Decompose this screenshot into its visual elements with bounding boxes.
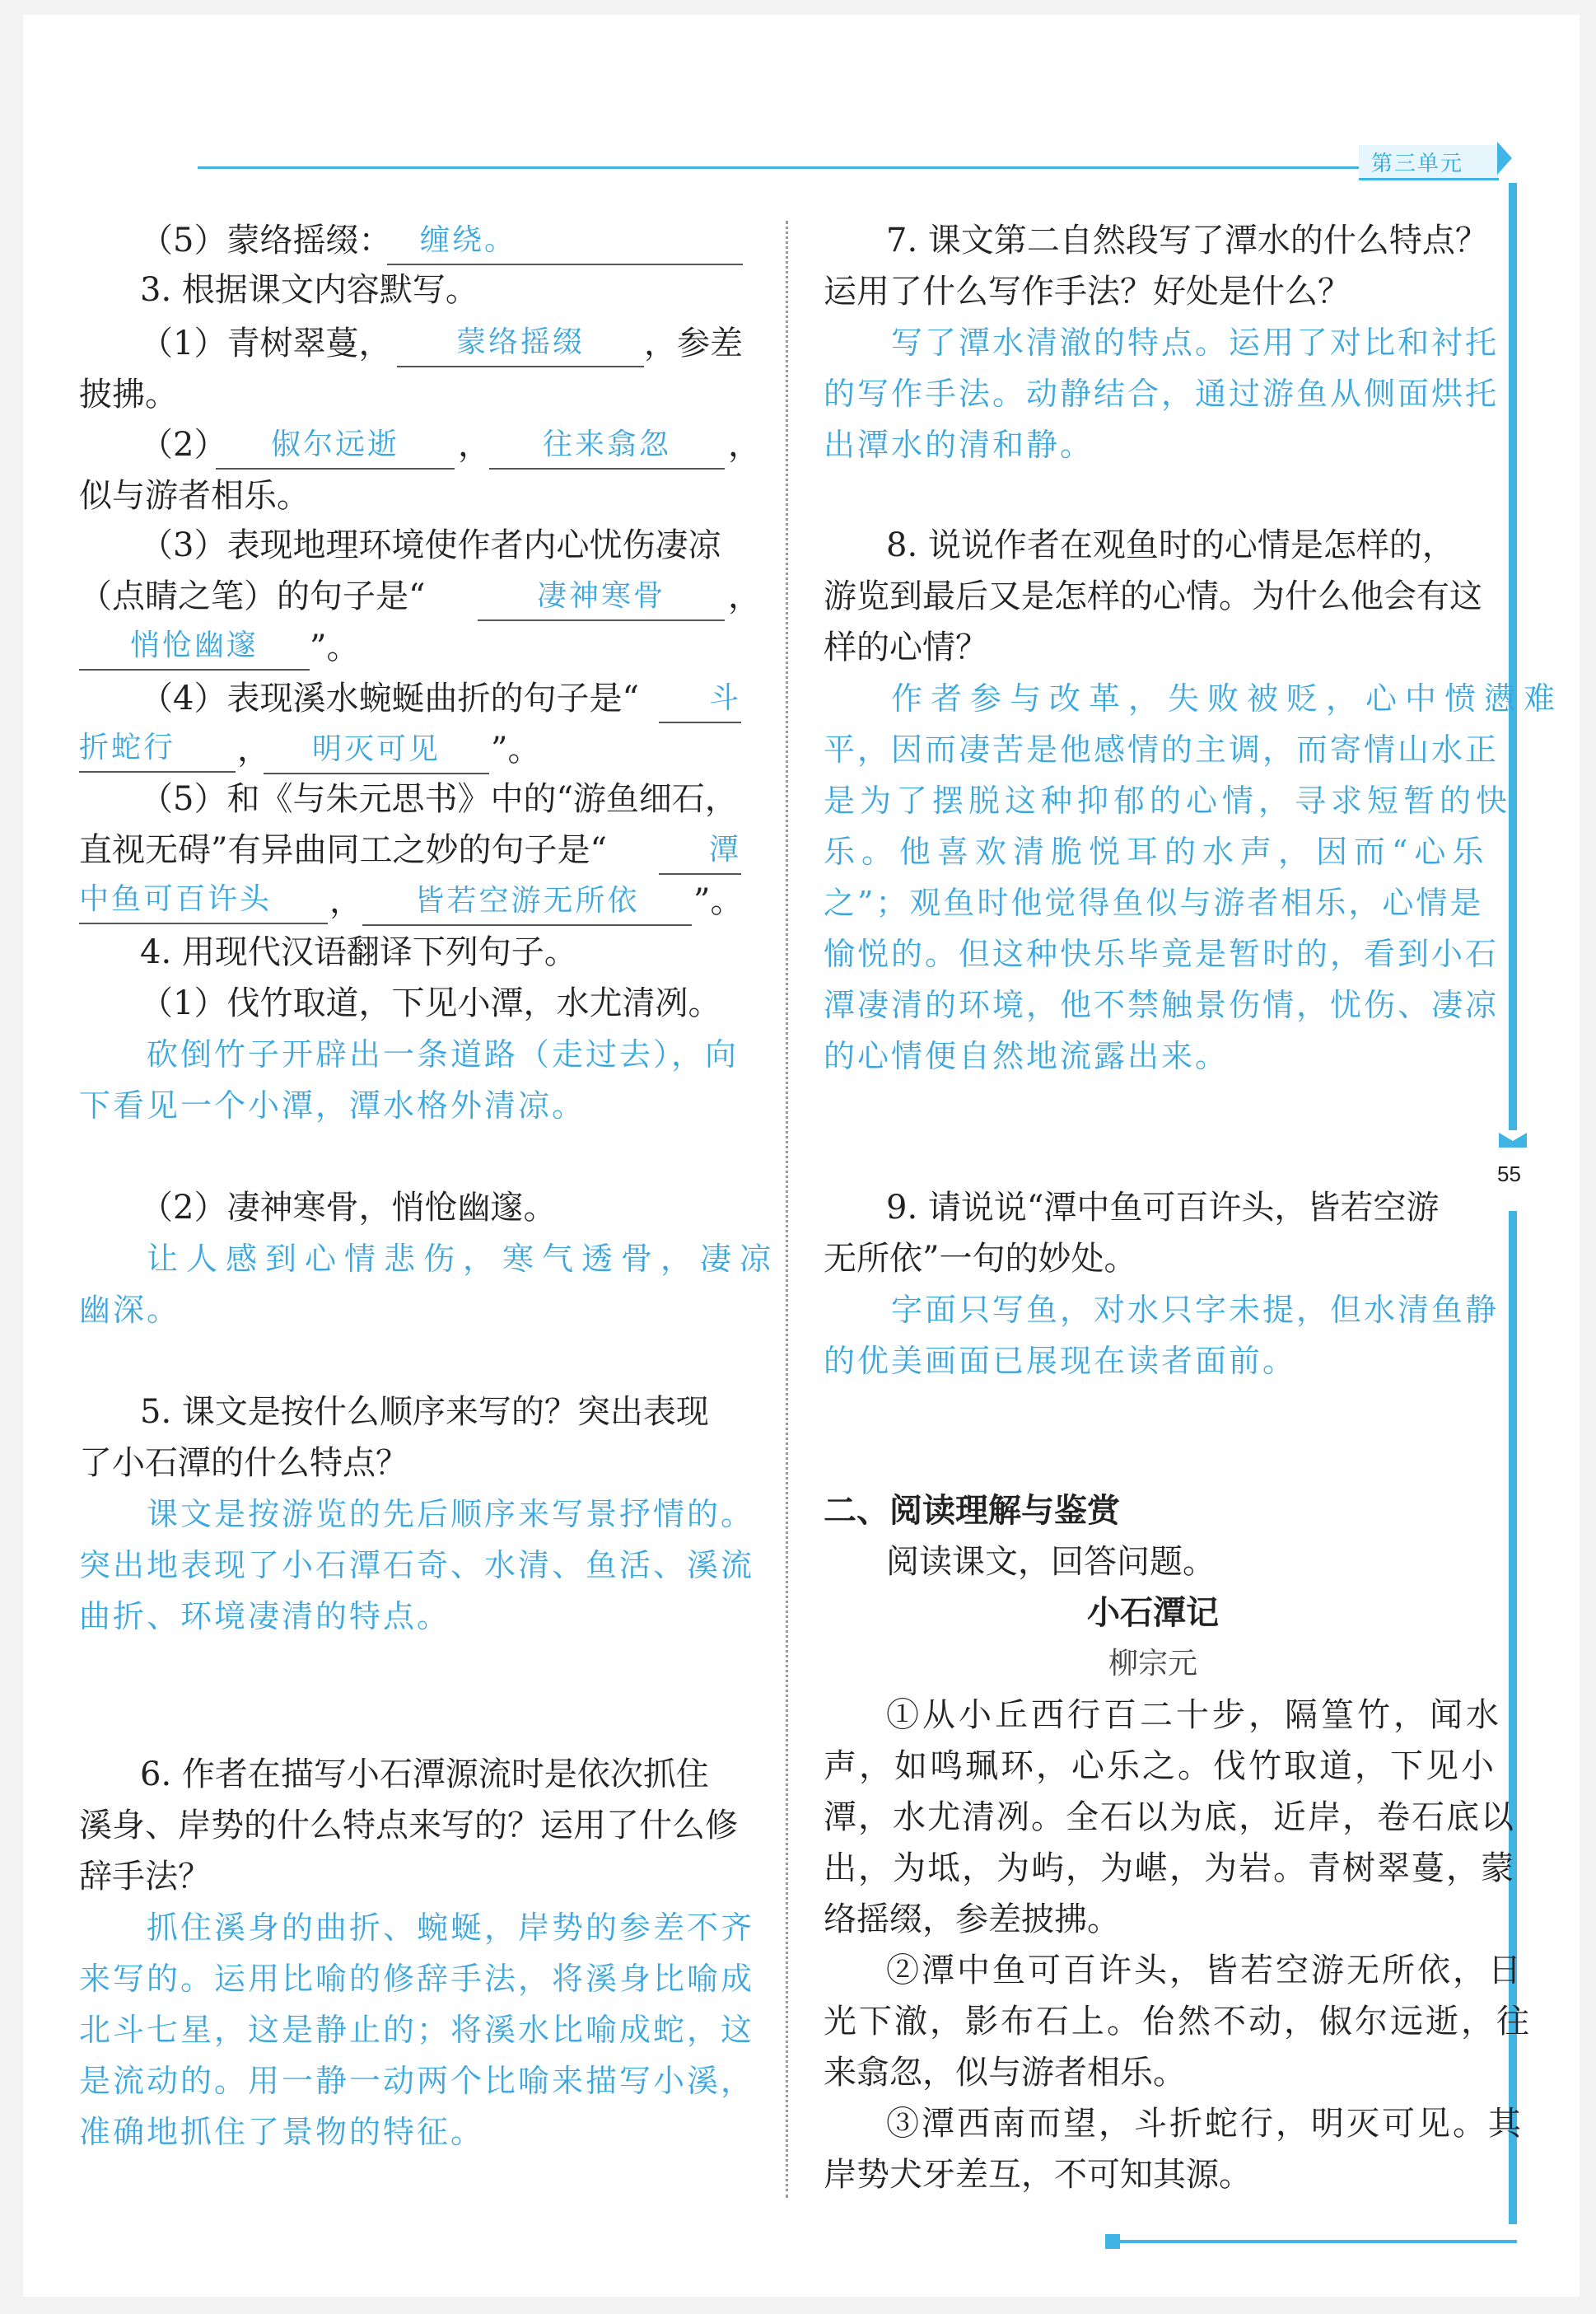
q7-answer-line: 出潭水的清和静。: [824, 427, 1094, 463]
q2-5-answer: 缠绕。: [420, 223, 517, 257]
q3-5-answer-1b: 中鱼可百许头: [79, 882, 273, 916]
q4-title: 4. 用现代汉语翻译下列句子。: [140, 933, 577, 971]
q3-3-end: ”。: [310, 629, 360, 666]
q6-answer-line: 来写的。运用比喻的修辞手法，将溪身比喻成: [79, 1961, 755, 1997]
q3-3-answer-2: 悄怆幽邃: [129, 629, 259, 662]
q5-answer-line: 突出地表现了小石潭石奇、水清、鱼活、溪流: [79, 1547, 755, 1583]
q8-question-line: 游览到最后又是怎样的心情。为什么他会有这: [824, 577, 1482, 615]
passage-p2-line: ②潭中鱼可百许头，皆若空游无所依，日: [886, 1952, 1524, 1989]
q3-4-end: ”。: [491, 731, 541, 769]
q5-question-line: 了小石潭的什么特点？: [79, 1444, 408, 1482]
q7-answer-line: 写了潭水清澈的特点。运用了对比和衬托: [891, 325, 1500, 361]
q4-2-sentence: （2）凄神寒骨，悄怆幽邃。: [140, 1189, 557, 1227]
q3-2-blank-2: [489, 422, 725, 470]
q3-5-blank-2: [362, 878, 692, 926]
q7-answer-line: 的写作手法。动静结合，通过游鱼从侧面烘托: [824, 376, 1500, 412]
q3-2-answer-1: 俶尔远逝: [270, 428, 399, 461]
q3-2-end: ，: [728, 426, 761, 464]
q8-answer-line: 作者参与改革，失败被贬，心中愤懑难: [891, 680, 1564, 717]
q3-3-b: （点睛之笔）的句子是“: [79, 577, 426, 615]
q3-1-c: 披拂。: [79, 376, 178, 414]
text-title: 小石潭记: [1087, 1594, 1219, 1632]
q3-3-blank-2: [79, 623, 310, 671]
side-bar-bottom: [1509, 1211, 1517, 2224]
q7-question-line: 运用了什么写作手法？好处是什么？: [824, 273, 1351, 311]
q3-4-blank-2: [264, 727, 489, 774]
q3-4-answer-1a: 斗: [708, 681, 741, 715]
q7-question-line: 7. 课文第二自然段写了潭水的什么特点？: [886, 222, 1488, 259]
footer-square-icon: [1105, 2234, 1120, 2249]
header-arrow-icon: [1497, 142, 1512, 175]
q6-answer-line: 是流动的。用一静一动两个比喻来描写小溪，: [79, 2063, 755, 2099]
passage-p1-line: 潭，水尤清冽。全石以为底，近岸，卷石底以: [824, 1798, 1515, 1836]
passage-p3-line: ③潭西南而望，斗折蛇行，明灭可见。其: [886, 2105, 1524, 2143]
q2-5-label: （5）蒙络摇缀：: [140, 222, 392, 259]
q3-2-c: 似与游者相乐。: [79, 477, 310, 515]
q4-2-answer-line: 幽深。: [79, 1292, 181, 1328]
q3-1-blank: [397, 320, 644, 367]
q3-2-answer-2: 往来翕忽: [542, 428, 671, 461]
q3-5-answer-1a: 潭: [708, 833, 741, 867]
page-number: 55: [1497, 1162, 1521, 1186]
q3-4-a: （4）表现溪水蜿蜒曲折的句子是“: [140, 680, 639, 718]
q3-4-answer-2: 明灭可见: [311, 732, 441, 766]
q3-5-end: ”。: [693, 882, 744, 920]
q6-answer-line: 北斗七星，这是静止的；将溪水比喻成蛇，这: [79, 2012, 755, 2048]
passage-p3-line: 岸势犬牙差互，不可知其源。: [824, 2156, 1252, 2194]
q8-answer-line: 潭凄清的环境，他不禁触景伤情，忧伤、凄凉: [824, 987, 1500, 1023]
q9-question-line: 9. 请说说“潭中鱼可百许头，皆若空游: [886, 1189, 1440, 1227]
q3-1-answer: 蒙络摇缀: [455, 325, 585, 359]
q9-answer-line: 字面只写鱼，对水只字未提，但水清鱼静: [891, 1292, 1500, 1328]
q8-answer-line: 愉悦的。但这种快乐毕竟是暂时的，看到小石: [824, 936, 1500, 972]
unit-label: 第三单元: [1371, 152, 1464, 176]
q3-4-blank-1b: [79, 725, 236, 773]
q3-3-blank-1: [478, 573, 725, 621]
q4-2-answer-line: 让人感到心情悲伤，寒气透骨，凄凉: [147, 1241, 780, 1277]
q3-5-blank-1b: [79, 877, 328, 924]
q3-5-blank-1a: [659, 827, 741, 875]
q3-3-a: （3）表现地理环境使作者内心忧伤凄凉: [140, 526, 721, 564]
q3-5-answer-2: 皆若空游无所依: [414, 884, 640, 918]
q3-2-a: （2）: [140, 426, 227, 464]
passage-p1-line: 络摇缀，参差披拂。: [824, 1900, 1120, 1938]
column-divider: [786, 221, 788, 2198]
q3-5-a: （5）和《与朱元思书》中的“游鱼细石，: [140, 780, 738, 818]
text-author: 柳宗元: [1108, 1647, 1197, 1681]
q8-question-line: 8. 说说作者在观鱼时的心情是怎样的，: [886, 526, 1455, 564]
q4-1-answer-line: 砍倒竹子开辟出一条道路（走过去），向: [147, 1036, 740, 1073]
passage-p1-line: 声，如鸣珮环，心乐之。伐竹取道，下见小: [824, 1747, 1496, 1785]
q9-answer-line: 的优美画面已展现在读者面前。: [824, 1343, 1297, 1379]
passage-p2-line: 光下澈，影布石上。佁然不动，俶尔远逝，往: [824, 2003, 1532, 2041]
passage-p1-line: 出，为坻，为屿，为嵁，为岩。青树翠蔓，蒙: [824, 1849, 1515, 1887]
reading-instruction: 阅读课文，回答问题。: [886, 1543, 1216, 1581]
footer-rule: [1120, 2240, 1517, 2243]
q8-question-line: 样的心情？: [824, 629, 988, 666]
q3-3-b-end: ，: [728, 577, 761, 615]
q4-1-sentence: （1）伐竹取道，下见小潭，水尤清冽。: [140, 984, 721, 1022]
q8-answer-line: 平，因而凄苦是他感情的主调，而寄情山水正: [824, 732, 1500, 768]
passage-p1-line: ①从小丘西行百二十步，隔篁竹，闻水: [886, 1696, 1502, 1734]
q6-question-line: 辞手法？: [79, 1858, 211, 1896]
q3-title: 3. 根据课文内容默写。: [140, 271, 478, 309]
q4-1-answer-line: 下看见一个小潭，潭水格外清凉。: [79, 1087, 586, 1124]
q3-5-b: 直视无碍”有异曲同工之妙的句子是“: [79, 831, 607, 869]
q6-question-line: 溪身、岸势的什么特点来写的？运用了什么修: [79, 1807, 738, 1844]
q3-1-a: （1）青树翠蔓，: [140, 325, 392, 362]
q6-question-line: 6. 作者在描写小石潭源流时是依次抓住: [140, 1755, 709, 1793]
q3-4-answer-1b: 折蛇行: [79, 731, 176, 764]
q6-answer-line: 准确地抓住了景物的特征。: [79, 2114, 485, 2150]
q3-3-answer-1: 凄神寒骨: [536, 579, 665, 613]
q5-answer-line: 曲折、环境凄清的特点。: [79, 1598, 451, 1634]
q8-answer-line: 乐。他喜欢清脆悦耳的水声，因而“心乐: [824, 834, 1491, 870]
q2-5-blank: [387, 217, 743, 265]
section-heading: 二、阅读理解与鉴赏: [824, 1492, 1120, 1530]
q6-answer-line: 抓住溪身的曲折、蜿蜒，岸势的参差不齐: [147, 1910, 755, 1946]
side-bar-top: [1509, 183, 1517, 1130]
q3-5-mid: ，: [329, 882, 362, 920]
q3-4-mid: ，: [237, 731, 270, 769]
q8-answer-line: 是为了摆脱这种抑郁的心情，寻求短暂的快: [824, 783, 1513, 819]
page-marker-icon: [1499, 1133, 1527, 1148]
q8-answer-line: 的心情便自然地流露出来。: [824, 1038, 1230, 1074]
q5-question-line: 5. 课文是按什么顺序来写的？突出表现: [140, 1393, 709, 1431]
q3-2-blank-1: [216, 422, 455, 470]
q3-1-b: ，参差: [644, 325, 743, 362]
header-rule: [198, 166, 1499, 169]
q9-question-line: 无所依”一句的妙处。: [824, 1240, 1137, 1278]
q3-4-blank-1a: [659, 676, 741, 723]
passage-p2-line: 来翕忽，似与游者相乐。: [824, 2054, 1186, 2092]
q3-2-mid: ，: [458, 426, 491, 464]
q5-answer-line: 课文是按游览的先后顺序来写景抒情的。: [147, 1496, 755, 1532]
q8-answer-line: 之”；观鱼时他觉得鱼似与游者相乐，心情是: [824, 885, 1484, 921]
